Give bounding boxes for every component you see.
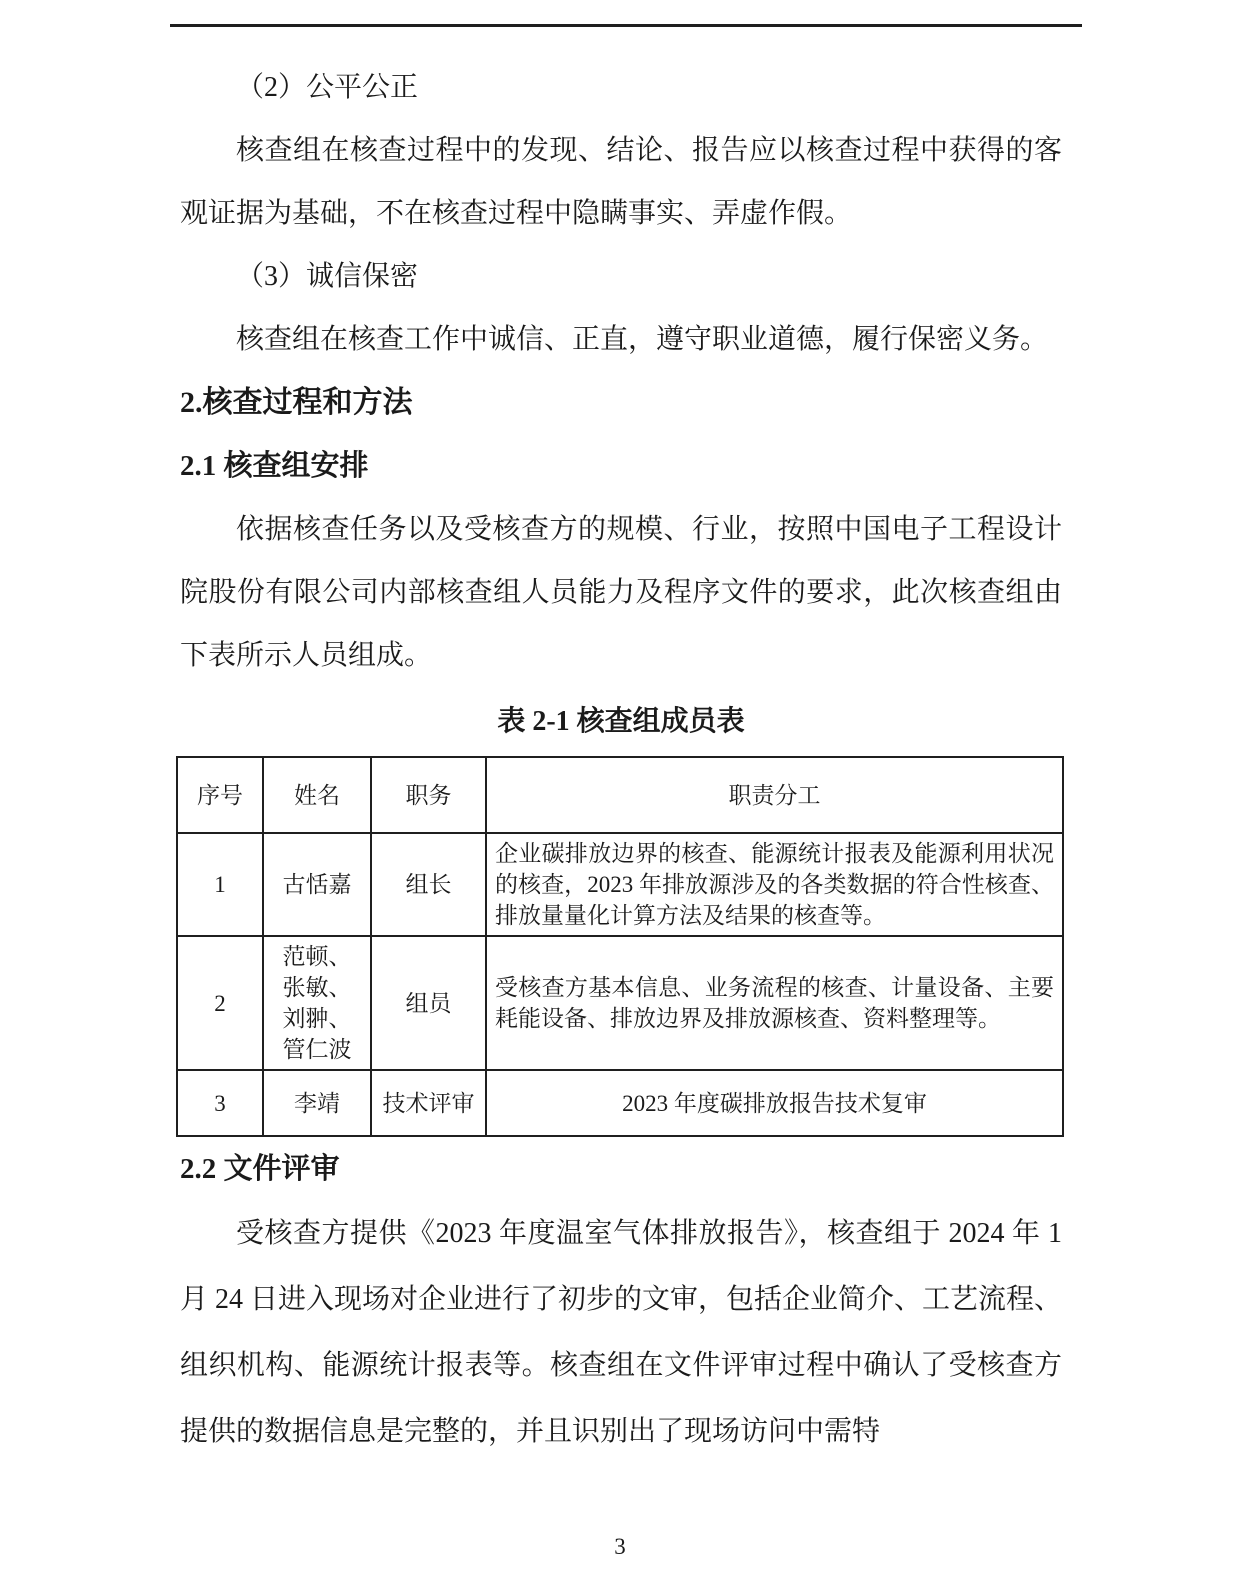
cell-duty: 企业碳排放边界的核查、能源统计报表及能源利用状况的核查，2023 年排放源涉及的各类数据的符合性核查、排放量量化计算方法及结果的核查等。 xyxy=(486,833,1063,936)
column-header-name: 姓名 xyxy=(263,757,371,833)
document-body xyxy=(180,56,1062,1465)
cell-name: 古恬嘉 xyxy=(263,833,371,936)
cell-name: 范顿、张敏、刘翀、管仁波 xyxy=(263,936,371,1070)
paragraph-fairness: 核查组在核查过程中的发现、结论、报告应以核查过程中获得的客观证据为基础，不在核查过程中隐瞒事实、弄虚作假。 xyxy=(180,135,1062,229)
table-caption: 表 2-1 核查组成员表 xyxy=(497,706,745,737)
heading-team-arrangement: 2.1 核查组安排 xyxy=(180,450,369,482)
header-divider-rule xyxy=(170,24,1082,27)
table-row xyxy=(177,833,1063,936)
cell-duty: 受核查方基本信息、业务流程的核查、计量设备、主要耗能设备、排放边界及排放源核查、资料整理等。 xyxy=(486,936,1063,1070)
cell-role: 技术评审 xyxy=(371,1070,486,1136)
table-header-row xyxy=(177,757,1063,833)
paragraph-team-arrangement: 依据核查任务以及受核查方的规模、行业，按照中国电子工程设计院股份有限公司内部核查组人员能力及程序文件的要求，此次核查组由下表所示人员组成。 xyxy=(180,514,1062,671)
paragraph-integrity: 核查组在核查工作中诚信、正直，遵守职业道德，履行保密义务。 xyxy=(236,324,1049,355)
cell-no: 3 xyxy=(177,1070,263,1136)
table-row xyxy=(177,936,1063,1070)
cell-no: 1 xyxy=(177,833,263,936)
table-row xyxy=(177,1070,1063,1136)
team-members-table xyxy=(176,756,1064,1137)
cell-role: 组员 xyxy=(371,936,486,1070)
cell-role: 组长 xyxy=(371,833,486,936)
heading-verification-process: 2.核查过程和方法 xyxy=(180,386,413,419)
cell-duty: 2023 年度碳排放报告技术复审 xyxy=(486,1070,1063,1136)
column-header-no: 序号 xyxy=(177,757,263,833)
column-header-duty: 职责分工 xyxy=(486,757,1063,833)
subsection-title-confidentiality: （3）诚信保密 xyxy=(236,261,419,292)
page-number: 3 xyxy=(614,1534,626,1559)
cell-no: 2 xyxy=(177,936,263,1070)
paragraph-document-review: 受核查方提供《2023 年度温室气体排放报告》，核查组于 2024 年 1 月 24 日进入现场对企业进行了初步的文审，包括企业简介、工艺流程、组织机构、能源统计报表等。核查组在文件评审过程中确认了受核查方提供的数据信息是完整的，并且识别出了现场访问中需特 xyxy=(180,1218,1063,1447)
heading-document-review: 2.2 文件评审 xyxy=(180,1153,340,1185)
cell-name: 李靖 xyxy=(263,1070,371,1136)
subsection-title-fairness: （2）公平公正 xyxy=(236,72,419,103)
column-header-role: 职务 xyxy=(371,757,486,833)
